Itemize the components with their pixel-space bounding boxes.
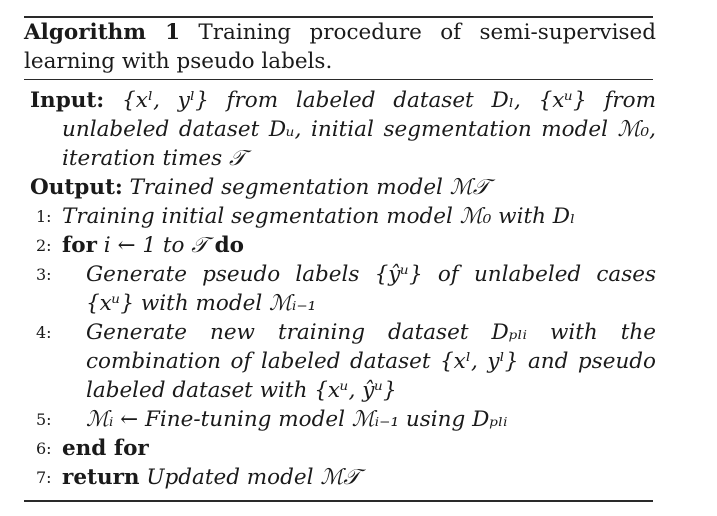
input-text: {xˡ, yˡ} from labeled dataset Dₗ, {xᵘ} from unlabeled dataset Dᵤ, initial segmentation model ℳ₀, iteration times 𝒯 (62, 88, 657, 171)
step-keyword: do (214, 233, 244, 258)
step-line (24, 318, 656, 405)
algorithm-body (24, 86, 656, 492)
step-keyword: for (62, 233, 97, 258)
step-number: 6: (36, 439, 52, 458)
step-keyword: end for (62, 436, 149, 461)
step-line (24, 463, 656, 492)
output-keyword: Output: (30, 175, 123, 200)
step-line (24, 260, 656, 318)
algorithm-caption (24, 18, 656, 76)
step-number: 5: (36, 410, 52, 429)
step-line (24, 434, 656, 463)
step-line (24, 405, 656, 434)
step-number: 1: (36, 207, 52, 226)
step-line (24, 231, 656, 260)
step-text: Generate pseudo labels {ŷᵘ} of unlabeled cases {xᵘ} with model ℳᵢ₋₁ (86, 262, 656, 316)
step-number: 7: (36, 468, 52, 487)
step-text: Training initial segmentation model ℳ₀ with Dₗ (62, 204, 576, 229)
algorithm-title: Training procedure of semi-supervised learning with pseudo labels. (24, 20, 656, 74)
step-text: Updated model ℳ𝒯 (139, 465, 360, 490)
step-number: 2: (36, 236, 52, 255)
step-line (24, 202, 656, 231)
input-line (24, 86, 656, 173)
step-keyword: return (62, 465, 140, 490)
output-text: Trained segmentation model ℳ𝒯 (129, 175, 490, 200)
step-text: Generate new training dataset Dₚₗᵢ with the combination of labeled dataset {xˡ, yˡ} and pseudo labeled dataset with {xᵘ, ŷᵘ} (86, 320, 656, 403)
step-number: 4: (36, 323, 52, 342)
caption-rule (24, 79, 653, 80)
bottom-rule (24, 500, 653, 502)
step-text: ℳᵢ ← Fine-tuning model ℳᵢ₋₁ using Dₚₗᵢ (86, 407, 508, 432)
output-line (24, 173, 656, 202)
algorithm-label: Algorithm 1 (24, 20, 181, 45)
step-number: 3: (36, 265, 52, 284)
input-keyword: Input: (30, 88, 105, 113)
step-text: i ← 1 to 𝒯 (96, 233, 215, 258)
